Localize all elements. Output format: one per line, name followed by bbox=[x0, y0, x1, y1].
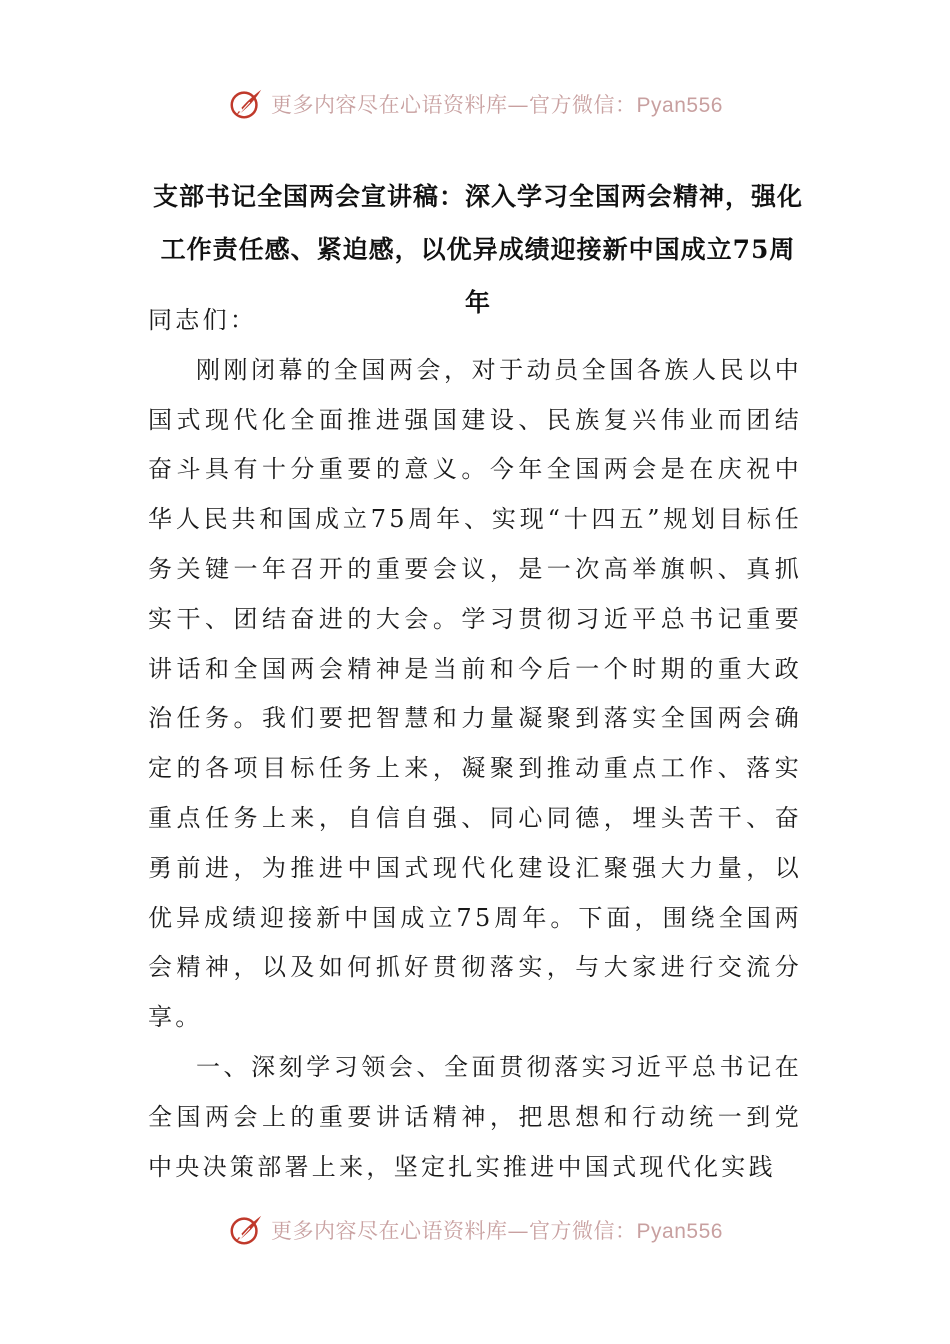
feather-pen-logo-icon bbox=[227, 85, 265, 123]
watermark-main-text: 更多内容尽在心语资料库—官方微信： bbox=[271, 1219, 637, 1243]
feather-pen-logo-icon bbox=[227, 1211, 265, 1249]
watermark-wechat-id: Pyan556 bbox=[636, 1220, 723, 1243]
watermark-banner-bottom bbox=[0, 1208, 950, 1252]
document-body bbox=[148, 296, 802, 1192]
document-title: 支部书记全国两会宣讲稿：深入学习全国两会精神，强化工作责任感、紧迫感，以优异成绩迎接新中国成立75周年 bbox=[152, 182, 803, 317]
salutation: 同志们： bbox=[148, 306, 258, 334]
watermark-main-text: 更多内容尽在心语资料库—官方微信： bbox=[271, 93, 637, 117]
watermark-text bbox=[271, 89, 723, 119]
paragraph-section-one-heading: 一、深刻学习领会、全面贯彻落实习近平总书记在全国两会上的重要讲话精神，把思想和行动统一到党中央决策部署上来，坚定扎实推进中国式现代化实践 bbox=[148, 1052, 802, 1181]
watermark-banner-top bbox=[0, 82, 950, 126]
paragraph-intro: 刚刚闭幕的全国两会，对于动员全国各族人民以中国式现代化全面推进强国建设、民族复兴伟业而团结奋斗具有十分重要的意义。今年全国两会是在庆祝中华人民共和国成立75周年、实现“十四五”规划目标任务关键一年召开的重要会议，是一次高举旗帜、真抓实干、团结奋进的大会。学习贯彻习近平总书记重要讲话和全国两会精神是当前和今后一个时期的重大政治任务。我们要把智慧和力量凝聚到落实全国两会确定的各项目标任务上来，凝聚到推动重点工作、落实重点任务上来，自信自强、同心同德，埋头苦干、奋勇前进，为推进中国式现代化建设汇聚强大力量，以优异成绩迎接新中国成立75周年。下面，围绕全国两会精神，以及如何抓好贯彻落实，与大家进行交流分享。 bbox=[148, 355, 802, 1032]
watermark-text bbox=[271, 1215, 723, 1245]
watermark-wechat-id: Pyan556 bbox=[636, 94, 723, 117]
